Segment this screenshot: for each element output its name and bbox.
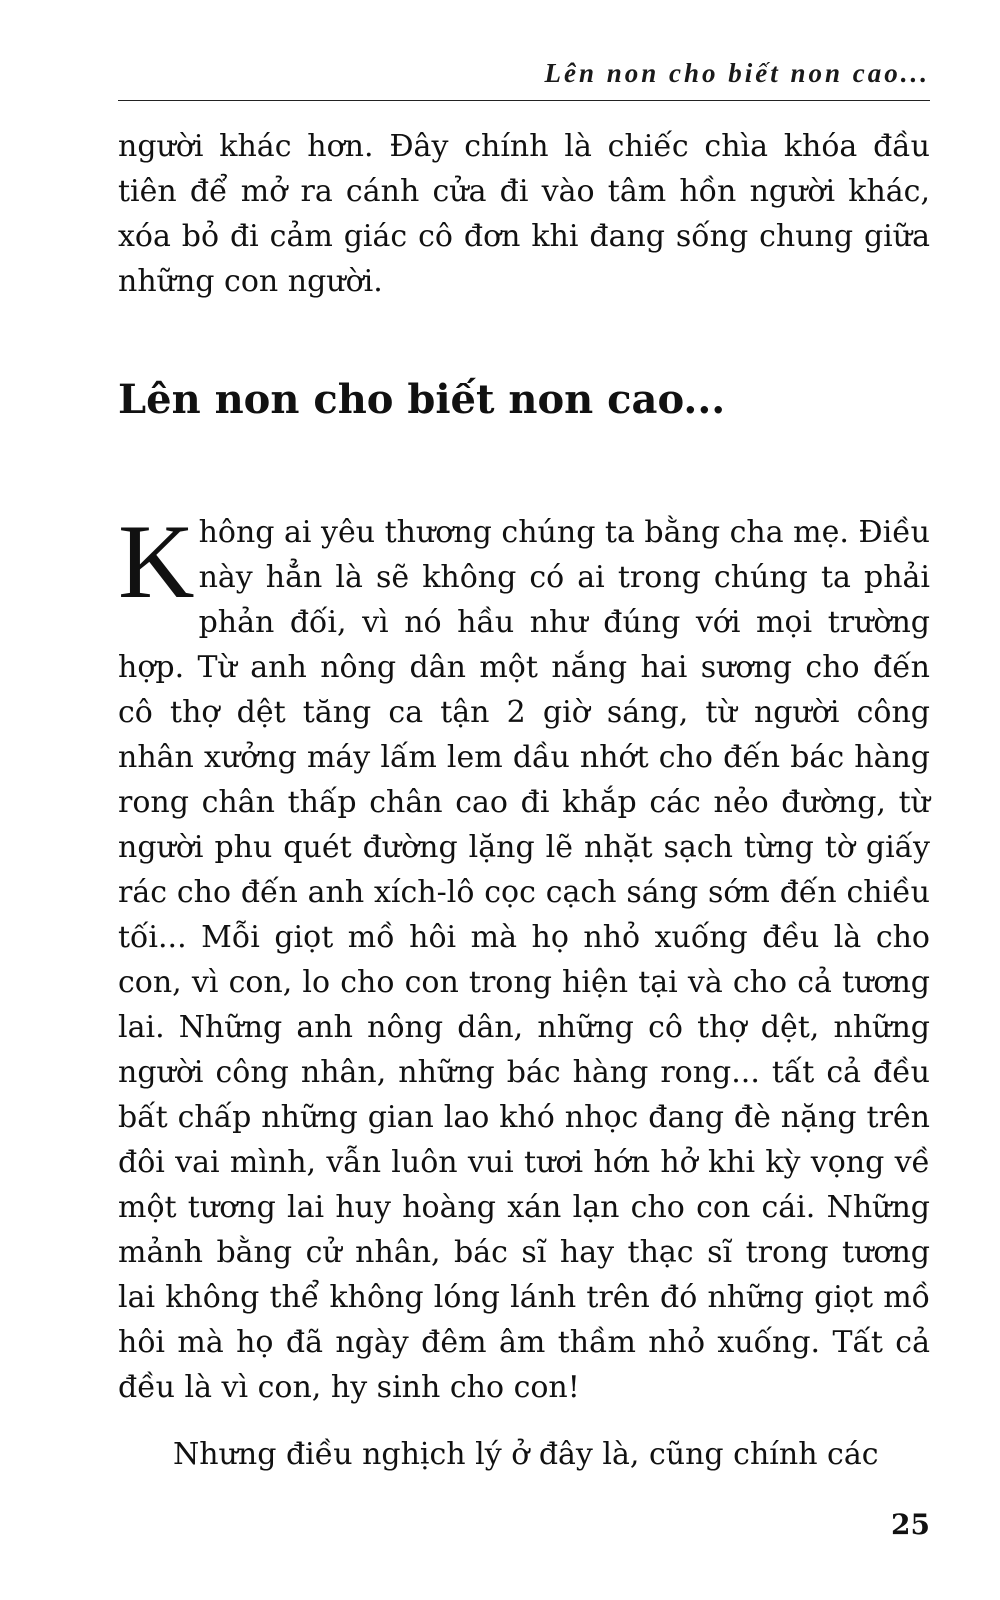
- paragraph-1: [118, 503, 930, 1410]
- body-text: [118, 503, 930, 1477]
- page-number: 25: [891, 1508, 930, 1541]
- paragraph-1-text: hông ai yêu thương chúng ta bằng cha mẹ. Điều này hẳn là sẽ không có ai trong chúng ta phải phản đối, vì nó hầu như đúng với mọi trường hợp. Từ anh nông dân một nắng hai sương cho đến cô thợ dệt tăng ca tận 2 giờ sáng, từ người công nhân xưởng máy lấm lem dầu nhớt cho đến bác hàng rong chân thấp chân cao đi khắp các nẻo đường, từ người phu quét đường lặng lẽ nhặt sạch từng tờ giấy rác cho đến anh xích-lô cọc cạch sáng sớm đến chiều tối... Mỗi giọt mồ hôi mà họ nhỏ xuống đều là cho con, vì con, lo cho con trong hiện tại và cho cả tương lai. Những anh nông dân, những cô thợ dệt, những người công nhân, những bác hàng rong... tất cả đều bất chấp những gian lao khó nhọc đang đè nặng trên đôi vai mình, vẫn luôn vui tươi hớn hở khi kỳ vọng về một tương lai huy hoàng xán lạn cho con cái. Những mảnh bằng cử nhân, bác sĩ hay thạc sĩ trong tương lai không thể không lóng lánh trên đó những giọt mồ hôi mà họ đã ngày đêm âm thầm nhỏ xuống. Tất cả đều là vì con, hy sinh cho con!: [118, 515, 930, 1405]
- intro-paragraph: người khác hơn. Đây chính là chiếc chìa khóa đầu tiên để mở ra cánh cửa đi vào tâm hồn người khác, xóa bỏ đi cảm giác cô đơn khi đang sống chung giữa những con người.: [118, 129, 930, 299]
- running-header: [118, 50, 930, 101]
- section-heading: Lên non cho biết non cao...: [118, 376, 726, 423]
- running-header-title: Lên non cho biết non cao...: [544, 58, 930, 88]
- paragraph-2: Nhưng điều nghịch lý ở đây là, cũng chính các: [173, 1437, 879, 1472]
- drop-cap: K: [118, 503, 195, 620]
